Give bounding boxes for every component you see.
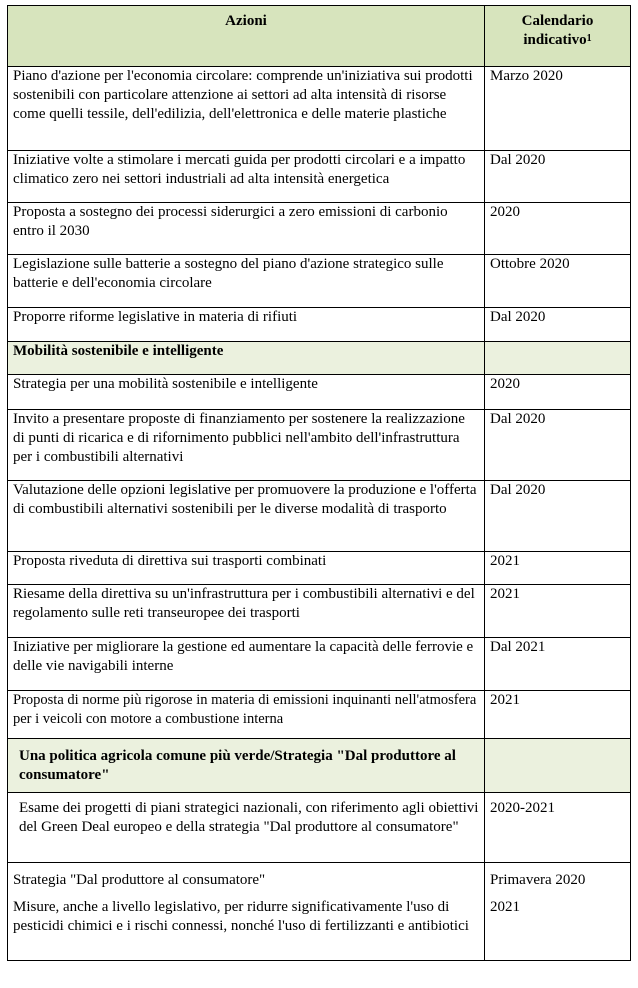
section-timing-cell (485, 342, 631, 375)
action-cell: Proposta riveduta di direttiva sui trasporti combinati (8, 552, 485, 585)
section-title: Mobilità sostenibile e intelligente (8, 342, 485, 375)
table-row (8, 308, 631, 342)
section-row (8, 739, 631, 793)
action-cell: Valutazione delle opzioni legislative per promuovere la produzione e l'offerta di combustibili alternativi sostenibili per le diverse modalità di trasporto (8, 481, 485, 552)
action-cell: Proposta di norme più rigorose in materia di emissioni inquinanti nell'atmosfera per i veicoli con motore a combustione interna (8, 691, 485, 739)
table-row (8, 67, 631, 151)
timing-cell: 2021 (485, 552, 631, 585)
section-row (8, 342, 631, 375)
action-cell (8, 863, 485, 961)
table-row (8, 481, 631, 552)
table-row-group (8, 863, 631, 961)
timing-cell: 2021 (485, 691, 631, 739)
action-cell: Piano d'azione per l'economia circolare: comprende un'iniziativa sui prodotti sostenibili con particolare attenzione ai settori ad alta intensità di risorse come quelli tessile, dell'edilizia, dell'elettronica e delle materie plastiche (8, 67, 485, 151)
action-cell: Proposta a sostegno dei processi siderurgici a zero emissioni di carbonio entro il 2030 (8, 203, 485, 255)
timing-cell (485, 863, 631, 961)
section-title: Una politica agricola comune più verde/Strategia "Dal produttore al consumatore" (8, 739, 485, 793)
action-cell: Iniziative volte a stimolare i mercati guida per prodotti circolari e a impatto climatico zero nei settori industriali ad alta intensità energetica (8, 151, 485, 203)
timing-cell: Dal 2020 (485, 481, 631, 552)
table-row (8, 255, 631, 308)
footnote-marker: 1 (586, 33, 592, 44)
action-cell: Invito a presentare proposte di finanziamento per sostenere la realizzazione di punti di ricarica e di rifornimento pubblici nell'ambito dell'infrastruttura per i combustibili alternativi (8, 410, 485, 481)
timing-cell: Ottobre 2020 (485, 255, 631, 308)
action-text: Strategia "Dal produttore al consumatore" (13, 872, 266, 888)
action-cell: Proporre riforme legislative in materia di rifiuti (8, 308, 485, 342)
action-cell: Strategia per una mobilità sostenibile e intelligente (8, 375, 485, 410)
actions-table (7, 5, 631, 961)
timeline-column-header: Calendario indicativo$^1$ (485, 6, 631, 67)
table-row (8, 638, 631, 691)
table-row (8, 410, 631, 481)
section-timing-cell (485, 739, 631, 793)
action-text: Misure, anche a livello legislativo, per ridurre significativamente l'uso di pesticidi chimici e i rischi connessi, nonché l'uso di fertilizzanti e antibiotici (13, 899, 469, 934)
timing-cell: 2020-2021 (485, 793, 631, 863)
table-row (8, 793, 631, 863)
timing-cell: 2021 (485, 585, 631, 638)
timing-cell: Marzo 2020 (485, 67, 631, 151)
timing-text: Primavera 2020 (490, 872, 586, 888)
timing-cell: Dal 2020 (485, 410, 631, 481)
table-row (8, 552, 631, 585)
timing-cell: Dal 2020 (485, 151, 631, 203)
timing-text: 2021 (490, 899, 520, 915)
timing-cell: 2020 (485, 203, 631, 255)
table-row (8, 585, 631, 638)
table-row (8, 203, 631, 255)
table-header-row (8, 6, 631, 67)
actions-column-header: Azioni (8, 6, 485, 67)
table-row (8, 691, 631, 739)
timing-cell: 2020 (485, 375, 631, 410)
action-cell: Legislazione sulle batterie a sostegno del piano d'azione strategico sulle batterie e dell'economia circolare (8, 255, 485, 308)
action-cell: Riesame della direttiva su un'infrastruttura per i combustibili alternativi e del regolamento sulle reti transeuropee dei trasporti (8, 585, 485, 638)
timing-cell: Dal 2020 (485, 308, 631, 342)
table-row (8, 151, 631, 203)
action-cell: Esame dei progetti di piani strategici nazionali, con riferimento agli obiettivi del Green Deal europeo e della strategia "Dal produttore al consumatore" (8, 793, 485, 863)
timing-cell: Dal 2021 (485, 638, 631, 691)
action-cell: Iniziative per migliorare la gestione ed aumentare la capacità delle ferrovie e delle vie navigabili interne (8, 638, 485, 691)
table-row (8, 375, 631, 410)
